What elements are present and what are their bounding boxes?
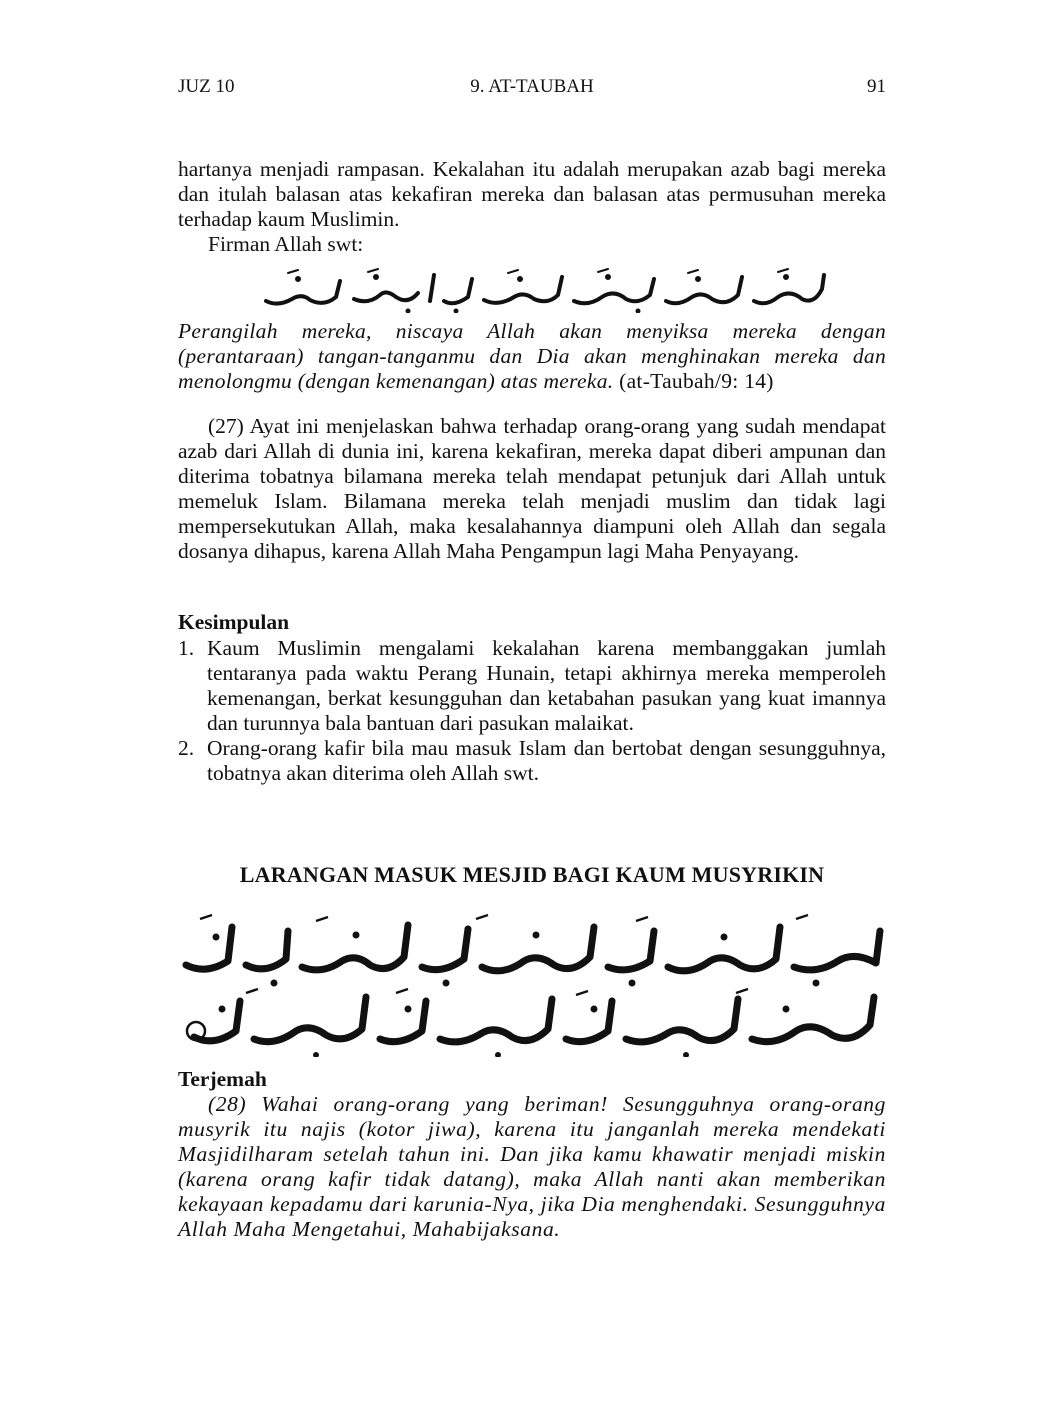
list-item-number: 1.	[178, 636, 195, 660]
page-header	[178, 76, 886, 102]
kesimpulan-heading: Kesimpulan	[178, 610, 290, 634]
juz-label: JUZ 10	[178, 76, 235, 97]
paragraph-27: (27) Ayat ini menjelaskan bahwa terhadap orang-orang yang sudah mendapat azab dari Allah di dunia ini, karena kekafiran, mereka dapat diberi ampunan dan diterima tobatnya bilamana mereka telah mendapat petunjuk dari Allah untuk memeluk Islam. Bilamana mereka telah menjadi muslim dan tidak lagi mempersekutukan Allah, maka kesalahannya diampuni oleh Allah dan segala dosanya dihapus, karena Allah Maha Pengampun lagi Maha Penyayang.	[178, 414, 886, 563]
intro-paragraph: hartanya menjadi rampasan. Kekalahan itu adalah merupakan azab bagi mereka dan itulah balasan atas kekafiran mereka dan balasan atas permusuhan mereka terhadap kaum Muslimin.	[178, 157, 886, 231]
arabic-calligraphy-verse-28-icon	[176, 913, 888, 1057]
kesimpulan-list	[178, 636, 886, 786]
list-item-number: 2.	[178, 736, 195, 760]
verse-14-translation	[178, 319, 886, 394]
firman-line: Firman Allah swt:	[208, 232, 364, 256]
page-number: 91	[867, 76, 886, 97]
list-item	[178, 736, 886, 786]
verse-14-translation-text: Perangilah mereka, niscaya Allah akan menyiksa mereka dengan (perantaraan) tangan-tanganmu dan Dia akan menghinakan mereka dan menolongmu (dengan kemenangan) atas mereka.	[178, 319, 886, 393]
section-title: LARANGAN MASUK MESJID BAGI KAUM MUSYRIKIN	[239, 862, 825, 887]
list-item	[178, 636, 886, 736]
verse-14-reference: (at-Taubah/9: 14)	[619, 369, 774, 393]
list-item-text: Orang-orang kafir bila mau masuk Islam dan bertobat dengan sesungguhnya, tobatnya akan diterima oleh Allah swt.	[207, 736, 886, 785]
verse-28-translation: (28) Wahai orang-orang yang beriman! Sesungguhnya orang-orang musyrik itu najis (kotor jiwa), karena itu janganlah mereka mendekati Masjidilharam setelah tahun ini. Dan jika kamu khawatir menjadi miskin (karena orang kafir tidak datang), maka Allah nanti akan memberikan kekayaan kepadamu dari karunia-Nya, jika Dia menghendaki. Sesungguhnya Allah Maha Mengetahui, Mahabijaksana.	[178, 1092, 886, 1241]
arabic-calligraphy-verse-14-icon	[258, 267, 828, 313]
list-item-text: Kaum Muslimin mengalami kekalahan karena membanggakan jumlah tentaranya pada waktu Perang Hunain, tetapi akhirnya mereka memperoleh kemenangan, berkat kesungguhan dan ketabahan pasukan yang kuat imannya dan turunnya bala bantuan dari pasukan malaikat.	[207, 636, 886, 735]
surah-title: 9. AT-TAUBAH	[470, 76, 594, 97]
terjemah-heading: Terjemah	[178, 1067, 267, 1091]
